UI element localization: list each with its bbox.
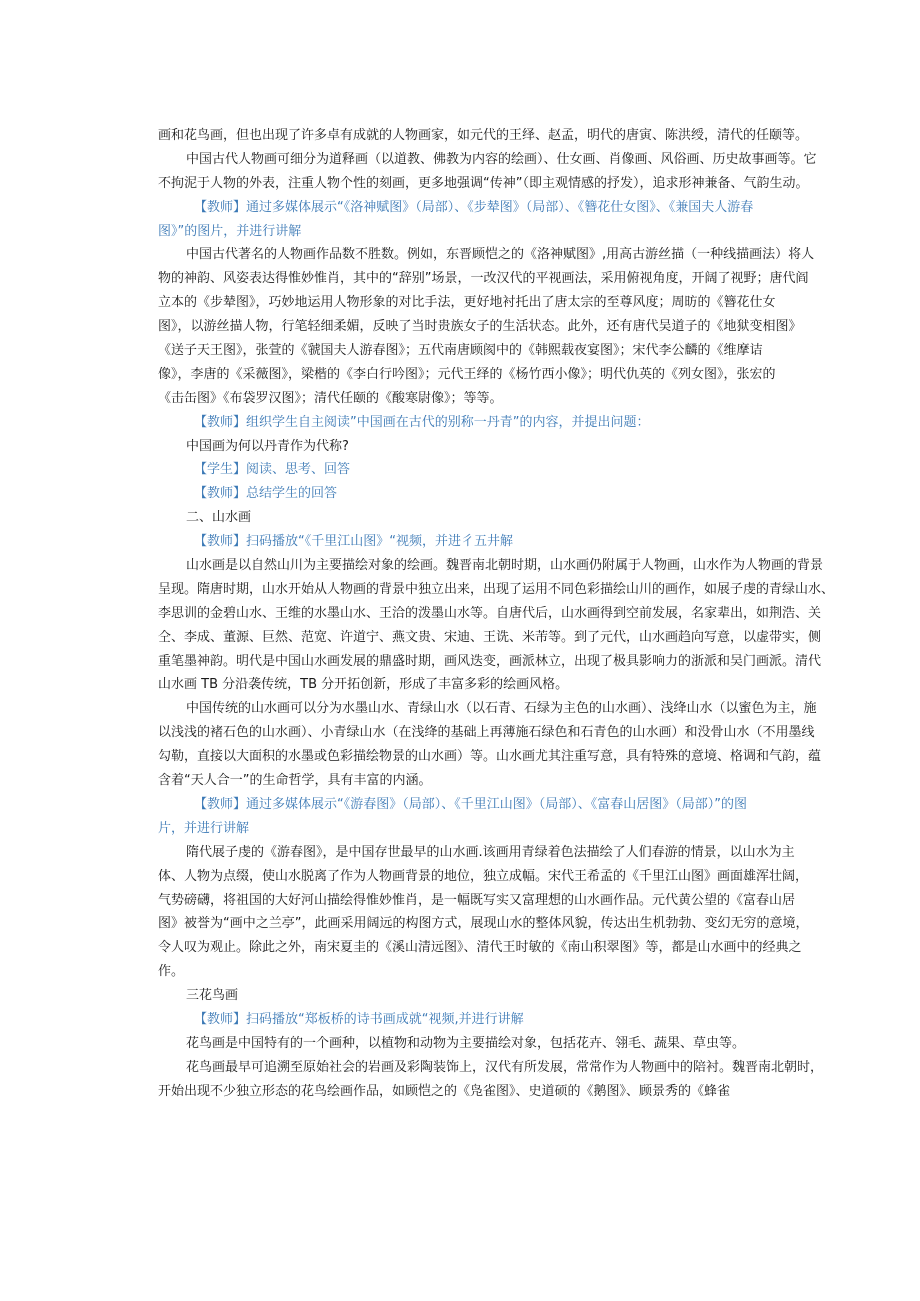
teacher-note-line: 【教师】组织学生自主阅读”中国画在古代的别称一丹青”的内容，并提出问题： <box>194 414 650 430</box>
paragraph-line: 图》被誉为“画中之兰亭”，此画采用阔远的构图方式，展现山水的整体风貌，传达出生机勃勃、变幻无穷的意境， <box>158 916 809 932</box>
paragraph-line: 图》，以游丝描人物，行笔轻细柔媚，反映了当时贵族女子的生活状态。此外，还有唐代吴道子的《地狱变相图》 <box>158 319 802 335</box>
paragraph-line: 重笔墨神韵。明代是中国山水画发展的鼎盛时期，画风迭变，画派林立，出现了极具影响力的浙派和吴门画派。清代 <box>158 653 822 669</box>
teacher-note-line: 图》”的图片，并进行讲解 <box>158 223 302 239</box>
paragraph-line: 隋代展子虔的《游春图》，是中国存世最早的山水画.该画用青绿着色法描绘了人们春游的情景，以山水为主 <box>186 844 795 860</box>
paragraph-line: 作。 <box>158 964 185 980</box>
teacher-note-line: 【教师】扫码播放“郑板桥的诗书画成就“视频,并进行讲解 <box>194 1011 524 1027</box>
paragraph-line: 山水画 TB 分沿袭传统，TB 分开拓创新，形成了丰富多彩的绘画风格。 <box>158 677 569 693</box>
paragraph-line: 中国古代著名的人物画作品数不胜数。例如，东晋顾恺之的《洛神赋图》,用高古游丝描（一种线描画法）将人 <box>186 247 815 263</box>
document-page <box>158 124 874 1104</box>
paragraph-line: 物的神韵、风姿表达得惟妙惟肖，其中的“辞别”场景，一改汉代的平视画法，采用俯视角度，开阔了视野；唐代阎 <box>158 271 809 287</box>
teacher-note-line: 【教师】总结学生的回答 <box>194 486 338 502</box>
teacher-note-line: 【教师】通过多媒体展示“《洛神赋图》（局部）、《步辇图》（局部）、《簪花仕女图》、《兼国夫人游春 <box>194 199 754 215</box>
paragraph-line: 花鸟画最早可追溯至原始社会的岩画及彩陶装饰上，汉代有所发展，常常作为人物画中的陪衬。魏晋南北朝时， <box>186 1059 824 1075</box>
teacher-note-line: 【教师】通过多媒体展示“《游春图》（局部）、《千里江山图》（局部）、《富春山居图》（局部）”的图 <box>194 796 747 812</box>
paragraph-line: 中国传统的山水画可以分为水墨山水、青绿山水（以石青、石绿为主色的山水画）、浅绛山水（以蜜色为主，施 <box>186 701 817 717</box>
paragraph-line: 令人叹为观止。除此之外，南宋夏圭的《溪山清远图》、清代王时敏的《南山积翠图》等，都是山水画中的经典之 <box>158 940 802 956</box>
paragraph-line: 气势磅礴，将祖国的大好河山描绘得惟妙惟肖，是一幅既写实又富理想的山水画作品。元代黄公望的《富春山居 <box>158 892 796 908</box>
teacher-note-line: 【教师】扫码播放“《千里江山图》“视频，并进彳五井解 <box>194 534 513 550</box>
paragraph-line: 立本的《步辇图》，巧妙地运用人物形象的对比手法，更好地衬托出了唐太宗的至尊风度；周昉的《簪花仕女 <box>158 295 776 311</box>
section-heading: 三花鸟画 <box>186 988 239 1004</box>
paragraph-line: 呈现。隋唐时期，山水开始从人物画的背景中独立出来，出现了运用不同色彩描绘山川的画作，如展子虔的青绿山水、 <box>158 581 835 597</box>
paragraph-line: 不拘泥于人物的外表，注重人物个性的刻画，更多地强调“传神”（即主观情感的抒发），追求形神兼备、气韵生动。 <box>158 175 809 191</box>
paragraph-line: 李思训的金碧山水、王维的水墨山水、王洽的泼墨山水等。自唐代后，山水画得到空前发展，名家辈出，如荆浩、关 <box>158 605 822 621</box>
teacher-note-line: 【学生】阅读、思考、回答 <box>194 462 351 478</box>
paragraph-line: 山水画是以自然山川为主要描绘对象的绘画。魏晋南北朝时期，山水画仍附属于人物画，山水作为人物画的背景 <box>186 558 824 574</box>
paragraph-line: 中国画为何以丹青作为代称? <box>186 438 349 454</box>
paragraph-line: 画和花鸟画，但也出现了许多卓有成就的人物画家，如元代的王绎、赵孟，明代的唐寅、陈洪绶，清代的任颐等。 <box>158 128 809 143</box>
paragraph-line: 花鸟画是中国特有的一个画种，以植物和动物为主要描绘对象，包括花卉、翎毛、蔬果、草虫等。 <box>186 1035 746 1051</box>
paragraph-line: 开始出现不少独立形态的花鸟绘画作品，如顾恺之的《凫雀图》、史道硕的《鹅图》、顾景秀的《蜂雀 <box>158 1083 731 1099</box>
teacher-note-line: 片，并进行讲解 <box>158 820 250 836</box>
paragraph-line: 像》，李唐的《采薇图》，梁楷的《李白行吟图》；元代王绎的《杨竹西小像》；明代仇英的《列女图》，张宏的 <box>158 366 776 382</box>
paragraph-line: 勾勒，直接以大面积的水墨或色彩描绘物景的山水画）等。山水画尤其注重写意，具有特殊的意境、格调和气韵，蕴 <box>158 749 822 765</box>
paragraph-line: 《击缶图》《布袋罗汉图》；清代任颐的《酸寒尉像》；等等。 <box>158 390 503 406</box>
section-heading: 二、山水画 <box>186 510 252 526</box>
paragraph-line: 《送子天王图》，张萱的《虢国夫人游春图》；五代南唐顾阂中的《韩熙载夜宴图》；宋代李公麟的《维摩诘 <box>158 343 763 359</box>
paragraph-line: 以浅浅的褚石色的山水画）、小青绿山水（在浅绛的基础上再薄施石绿色和石青色的山水画）和没骨山水（不用墨线 <box>158 725 815 741</box>
paragraph-line: 体、人物为点缀，使山水脱离了作为人物画背景的地位，独立成幅。宋代王希孟的《千里江山图》画面雄浑壮阔， <box>158 868 809 884</box>
paragraph-line: 含着“天人合一”的生命哲学，具有丰富的内涵。 <box>158 773 432 789</box>
paragraph-line: 中国古代人物画可细分为道释画（以道教、佛教为内容的绘画）、仕女画、肖像画、风俗画、历史故事画等。它 <box>186 151 817 167</box>
paragraph-line: 仝、李成、董源、巨然、范宽、许道宁、燕文贵、宋迪、王诜、米芾等。到了元代，山水画趋向写意，以虚带实，侧 <box>158 629 822 645</box>
